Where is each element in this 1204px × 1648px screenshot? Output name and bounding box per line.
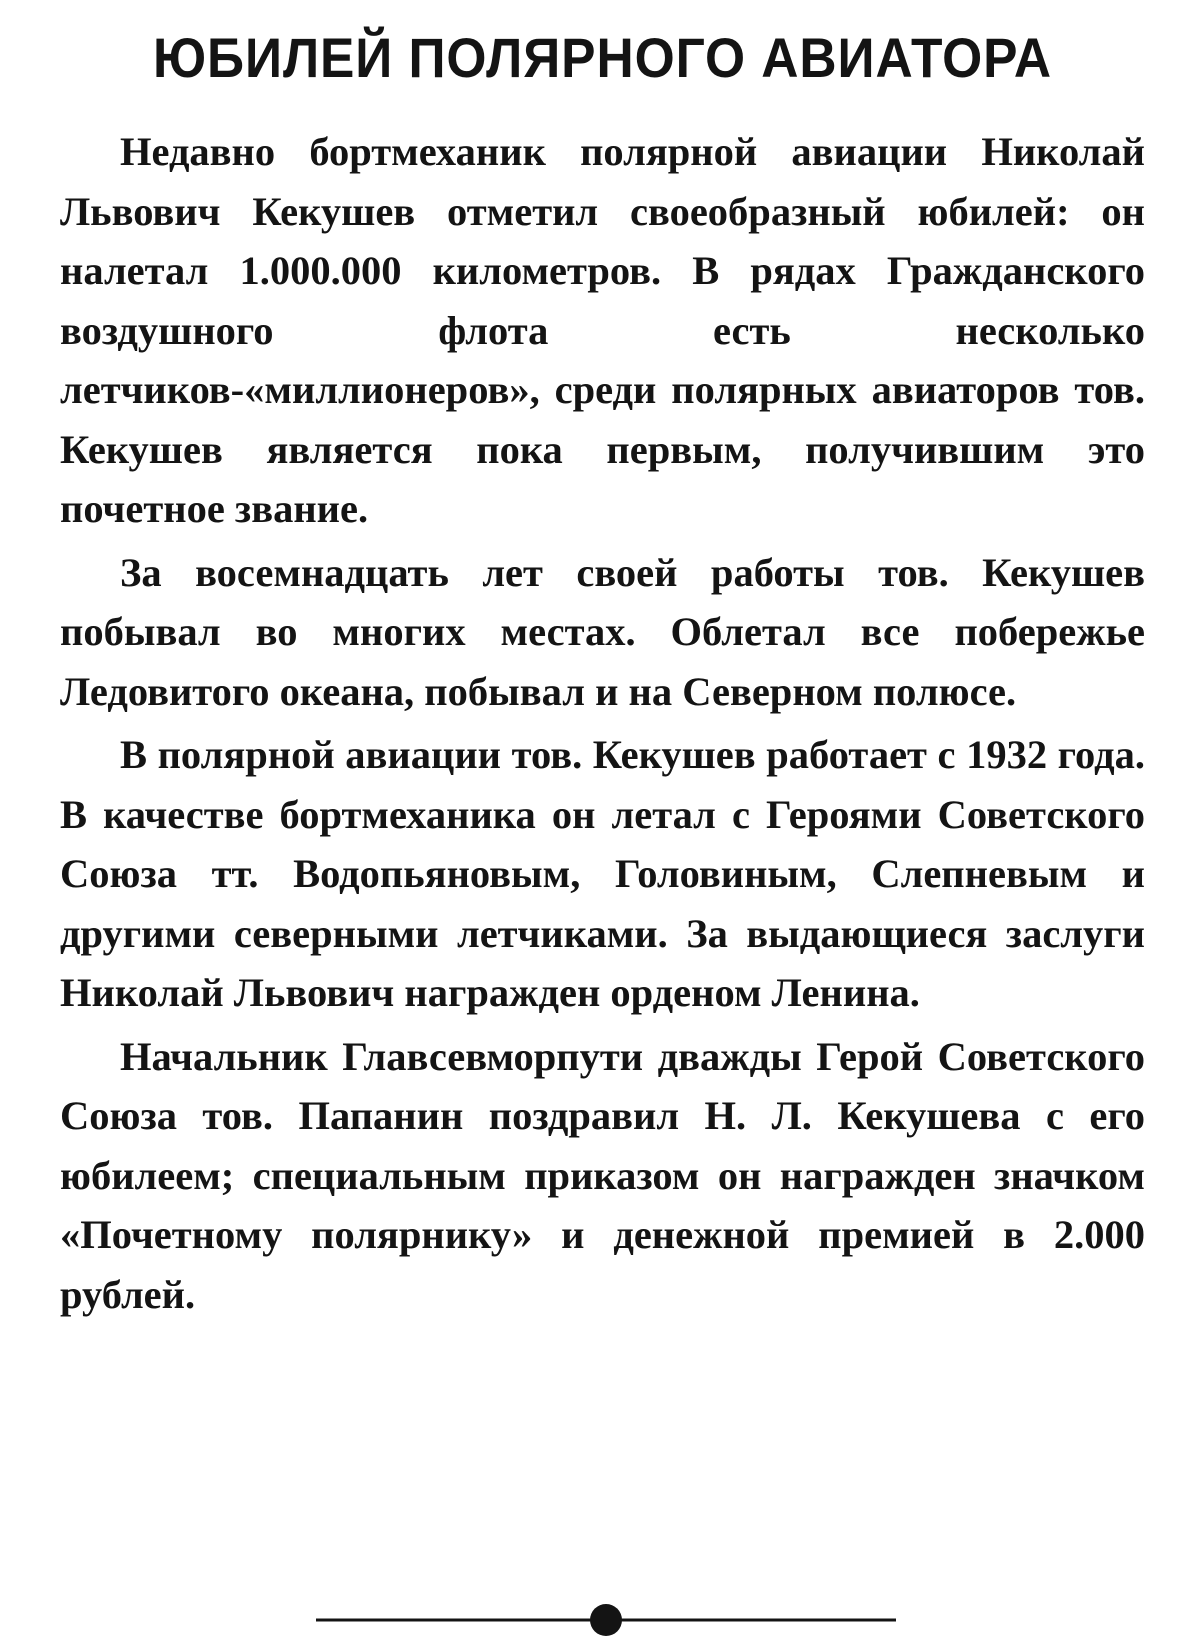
article-paragraph-3: В полярной авиации тов. Кекушев работает с 1932 года. В качестве бортмеханика он летал с Героями Советского Союза тт. Водопьяновым, Головиным, Слепневым и другими северными летчиками. За выдающиеся заслуги Николай Львович награжден орденом Ленина. <box>60 732 1145 1015</box>
article-paragraph-1: Недавно бортмеханик полярной авиации Николай Львович Кекушев отметил своеобразный юбилей: он налетал 1.000.000 километров. В рядах Гражданского воздушного флота есть несколько летчиков-«миллионеров», среди полярных авиаторов тов. Кекушев является пока первым, получившим это почетное звание. <box>60 129 1145 531</box>
article-paragraph-2: За восемнадцать лет своей работы тов. Кекушев побывал во многих местах. Облетал все побережье Ледовитого океана, побывал и на Северном полюсе. <box>60 549 1145 714</box>
article-headline: ЮБИЛЕЙ ПОЛЯРНОГО АВИАТОРА <box>152 26 1052 89</box>
ornamental-dot-rule-icon <box>316 1600 896 1640</box>
article <box>60 18 1145 1328</box>
article-paragraph-4: Начальник Главсевморпути дважды Герой Советского Союза тов. Папанин поздравил Н. Л. Кекушева с его юбилеем; специальным приказом он награжден значком «Почетному полярнику» и денежной премией в 2.000 рублей. <box>60 1033 1145 1317</box>
